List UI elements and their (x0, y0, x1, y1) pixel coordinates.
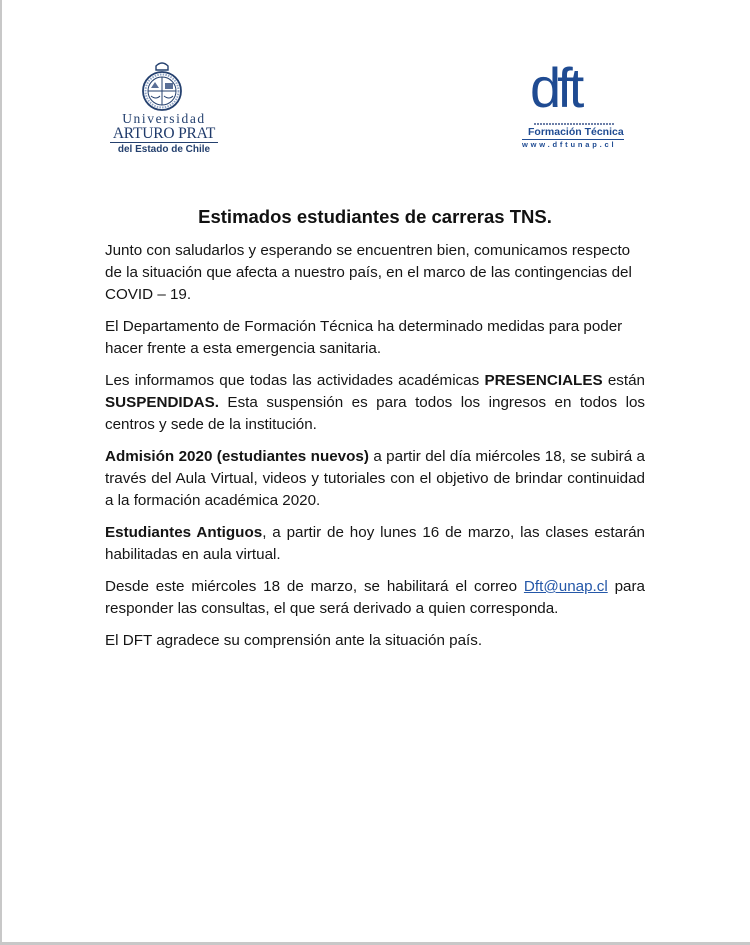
paragraph-text: Les informamos que todas las actividades académicas (105, 372, 485, 389)
document-body (105, 240, 645, 662)
document-title: Estimados estudiantes de carreras TNS. (198, 206, 552, 227)
dft-subtitle: Formación Técnica (528, 126, 624, 138)
paragraph-text: Esta suspensión es para todos los ingresos en todos los centros y sede de la institución. (105, 394, 645, 433)
paragraph-text: El Departamento de Formación Técnica ha determinado medidas para poder hacer frente a esta emergencia sanitaria. (105, 318, 623, 357)
email-link[interactable]: Dft@unap.cl (523, 578, 608, 595)
paragraph-admission (105, 446, 645, 512)
paragraph-text: Junto con saludarlos y esperando se encuentren bien, comunicamos respecto de la situación que afecta a nuestro país, en el marco de las contingencias del COVID – 19. (105, 242, 632, 303)
paragraph-text: para responder las consultas, el que será derivado a quien corresponda. (105, 578, 645, 617)
university-seal-icon (138, 60, 186, 112)
university-logo-divider (110, 142, 218, 143)
page-edge-left (0, 0, 2, 942)
university-name-line1: Universidad (122, 111, 206, 126)
paragraph-greeting (105, 240, 645, 306)
paragraph-text: a partir del día miércoles 18, se subirá a través del Aula Virtual, videos y tutoriales con el objetivo de brindar continuidad a la formación académica 2020. (105, 448, 645, 509)
emphasis-admission: Admisión 2020 (estudiantes nuevos) (105, 448, 369, 465)
paragraph-department (105, 316, 645, 360)
paragraph-suspension (105, 370, 645, 436)
university-name-line3: del Estado de Chile (117, 144, 211, 155)
university-name-line2: ARTURO PRAT (112, 125, 216, 142)
dft-wordmark: dft (530, 56, 581, 119)
emphasis-presenciales: PRESENCIALES (484, 372, 603, 389)
paragraph-closing (105, 630, 645, 652)
dft-fineprint (534, 123, 614, 125)
emphasis-suspendidas: SUSPENDIDAS. (105, 394, 219, 411)
dft-url: www.dftunap.cl (522, 140, 617, 149)
emphasis-returning-students: Estudiantes Antiguos (105, 524, 263, 541)
paragraph-text: , a partir de hoy lunes 16 de marzo, las clases estarán habilitadas en aula virtual. (105, 524, 645, 563)
paragraph-text: Desde este miércoles 18 de marzo, se habilitará el correo (105, 578, 524, 595)
paragraph-returning-students (105, 522, 645, 566)
dft-logo (518, 56, 628, 156)
paragraph-text: El DFT agradece su comprensión ante la situación país. (105, 632, 483, 649)
paragraph-text: están (602, 372, 645, 389)
paragraph-contact (105, 576, 645, 620)
university-logo (104, 60, 224, 160)
